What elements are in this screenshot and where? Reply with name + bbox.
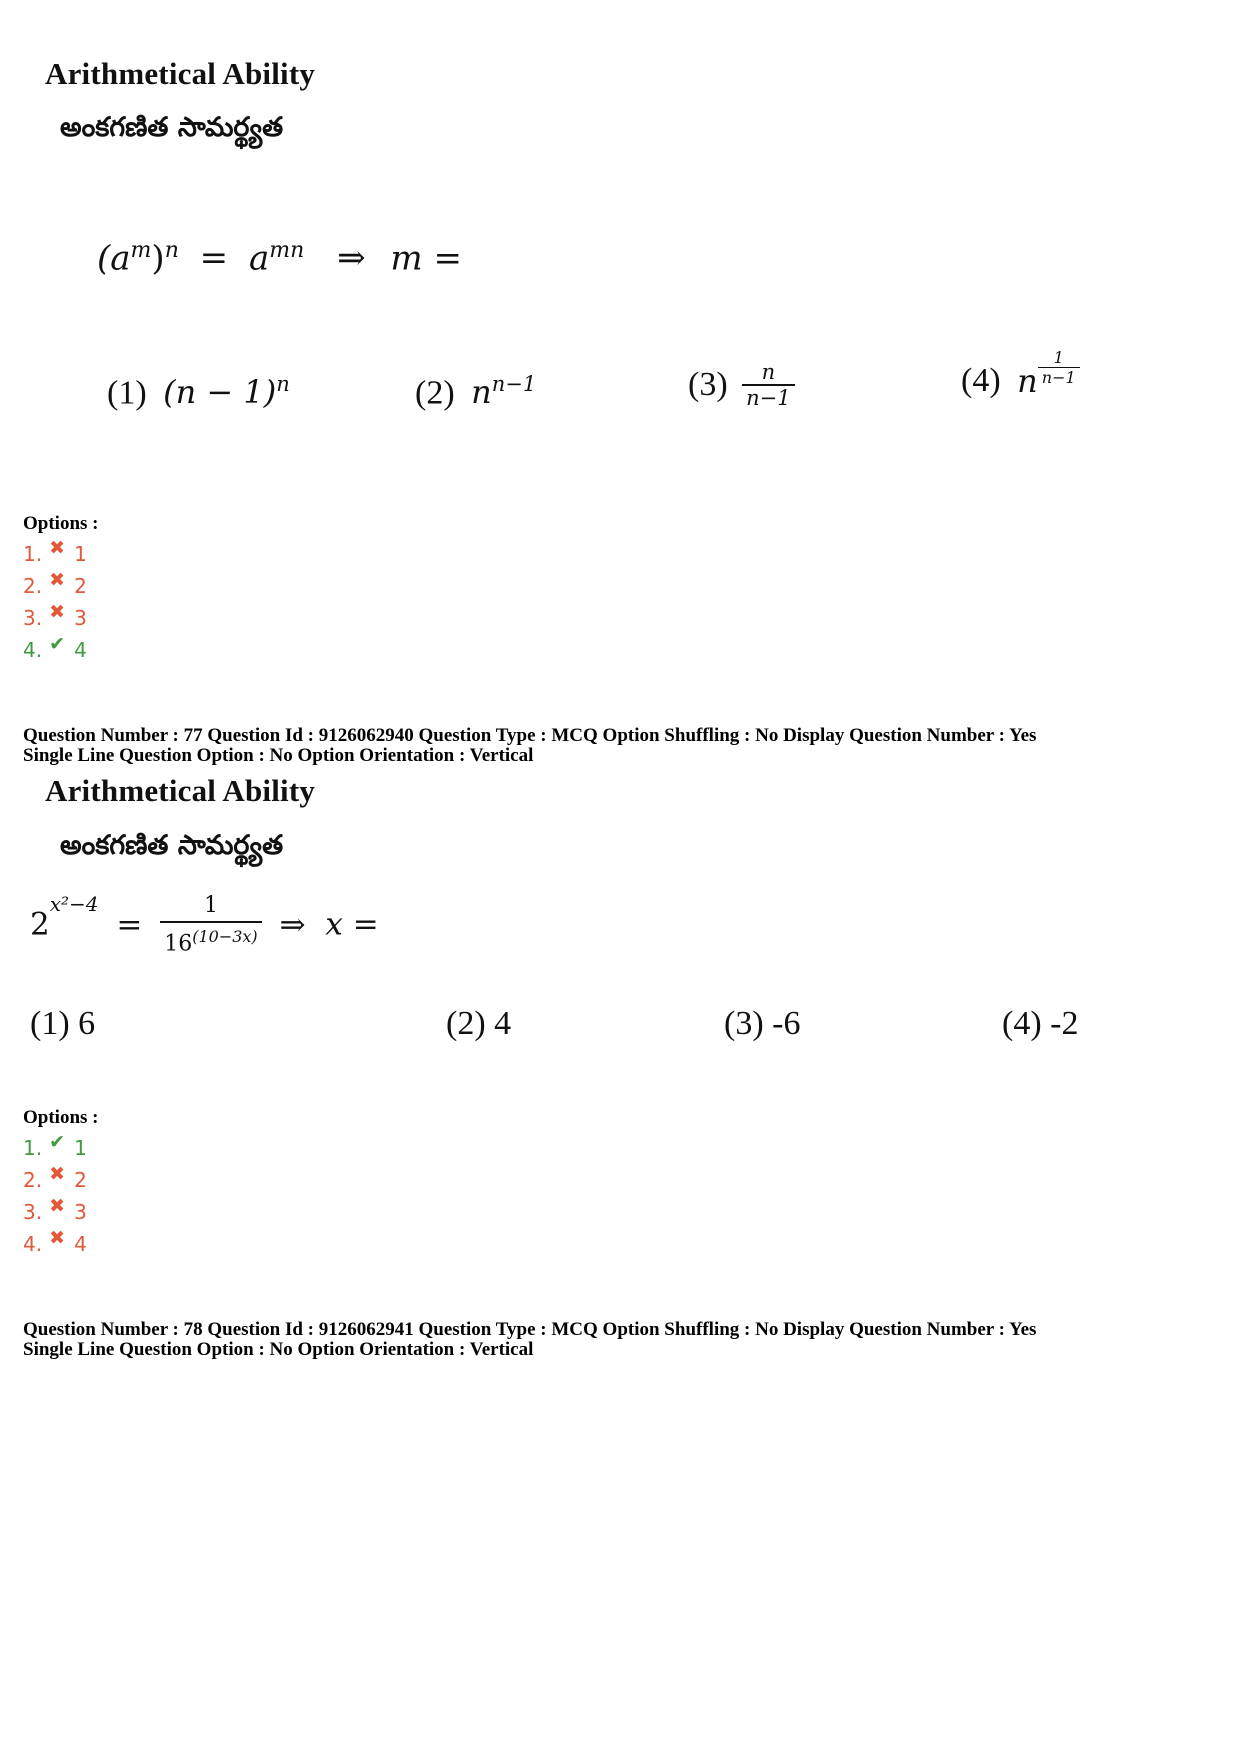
option-4: [23, 1228, 87, 1260]
choice-3-numerator: n: [761, 360, 776, 384]
option-number: 3.: [23, 1200, 43, 1224]
options-heading: Options :: [23, 1107, 99, 1128]
check-icon: ✔: [49, 1131, 66, 1153]
option-value: 1: [74, 542, 87, 566]
option-number: 1.: [23, 1136, 43, 1160]
option-number: 2.: [23, 574, 43, 598]
subject-heading-telugu: అంకగణిత సామర్థ్యత: [60, 112, 284, 143]
subject-heading-english: Arithmetical Ability: [45, 773, 316, 808]
option-1: [23, 538, 87, 570]
eq-tail: x =: [325, 906, 379, 943]
eq-exp: x²−4: [49, 892, 99, 917]
choice-4-exp-denominator: n−1: [1038, 367, 1080, 387]
eq-rhs-base: a: [248, 238, 270, 279]
option-number: 4.: [23, 638, 43, 662]
choice-2: (2) 4: [446, 1005, 512, 1042]
question-equation: [97, 238, 462, 278]
option-number: 2.: [23, 1168, 43, 1192]
eq-lhs-exp-n: n: [164, 238, 179, 263]
question-meta-line-2: Single Line Question Option : No Option Orientation : Vertical: [23, 1339, 534, 1360]
eq-lhs-exp-m: m: [130, 238, 152, 263]
option-value: 2: [74, 574, 87, 598]
option-value: 2: [74, 1168, 87, 1192]
choice-3: (3) -6: [724, 1005, 801, 1042]
eq-base: 2: [30, 906, 50, 943]
option-value: 3: [74, 606, 87, 630]
eq-den-base: 16: [164, 931, 193, 957]
choice-2: [415, 372, 536, 412]
options-list: [23, 1132, 87, 1260]
choice-1-base: (n − 1): [163, 373, 277, 412]
eq-fraction: [160, 893, 261, 956]
option-number: 1.: [23, 542, 43, 566]
question-equation: [30, 893, 379, 956]
choice-4-exp-numerator: 1: [1053, 347, 1064, 367]
eq-numerator: 1: [203, 893, 218, 918]
check-icon: ✔: [49, 633, 66, 655]
eq-lhs-close: ): [151, 238, 165, 279]
option-1: [23, 1132, 87, 1164]
choice-1: [107, 372, 290, 412]
choice-1-exp: n: [276, 372, 290, 396]
choice-3-denominator: n−1: [742, 384, 794, 410]
subject-heading-english: Arithmetical Ability: [45, 56, 316, 91]
cross-icon: ✖: [49, 1227, 66, 1249]
option-4: [23, 634, 87, 666]
options-list: [23, 538, 87, 666]
choice-4-exp-fraction: [1038, 348, 1080, 387]
option-number: 3.: [23, 606, 43, 630]
question-meta-line-2: Single Line Question Option : No Option Orientation : Vertical: [23, 745, 534, 766]
choice-1: (1) 6: [30, 1005, 96, 1042]
cross-icon: ✖: [49, 537, 66, 559]
choice-2-label: (2): [415, 374, 455, 412]
choice-4: [961, 347, 1080, 401]
eq-implies: ⇒: [279, 906, 306, 943]
choice-4-label: (4): [961, 362, 1001, 400]
choice-4: (4) -2: [1002, 1005, 1079, 1042]
option-value: 4: [74, 638, 87, 662]
cross-icon: ✖: [49, 1195, 66, 1217]
choice-3-label: (3): [688, 366, 728, 403]
option-value: 4: [74, 1232, 87, 1256]
choice-3-fraction: [742, 360, 794, 410]
option-2: [23, 570, 87, 602]
option-value: 1: [74, 1136, 87, 1160]
choice-4-base: n: [1017, 362, 1038, 401]
eq-denominator: [160, 921, 261, 956]
eq-implies: ⇒: [337, 238, 366, 279]
question-meta-line-1: Question Number : 78 Question Id : 9126062941 Question Type : MCQ Option Shuffling : No Display Question Number : Yes: [23, 1319, 1037, 1340]
cross-icon: ✖: [49, 601, 66, 623]
option-number: 4.: [23, 1232, 43, 1256]
eq-tail: m =: [390, 238, 462, 279]
choice-2-exp: n−1: [491, 372, 537, 396]
eq-den-exp: (10−3x): [192, 927, 258, 946]
options-heading: Options :: [23, 513, 99, 534]
question-meta: [23, 726, 1036, 766]
question-meta: [23, 1320, 1036, 1360]
choice-3: [688, 360, 795, 410]
choice-1-label: (1): [107, 374, 147, 412]
eq-equals: =: [199, 238, 229, 279]
eq-lhs-base: (a: [97, 238, 131, 279]
subject-heading-telugu: అంకగణిత సామర్థ్యత: [60, 830, 284, 861]
cross-icon: ✖: [49, 1163, 66, 1185]
option-3: [23, 602, 87, 634]
cross-icon: ✖: [49, 569, 66, 591]
choice-2-base: n: [471, 373, 492, 412]
option-value: 3: [74, 1200, 87, 1224]
eq-equals: =: [116, 906, 143, 943]
option-3: [23, 1196, 87, 1228]
eq-rhs-exp: mn: [269, 238, 305, 263]
question-meta-line-1: Question Number : 77 Question Id : 9126062940 Question Type : MCQ Option Shuffling : No Display Question Number : Yes: [23, 725, 1037, 746]
option-2: [23, 1164, 87, 1196]
